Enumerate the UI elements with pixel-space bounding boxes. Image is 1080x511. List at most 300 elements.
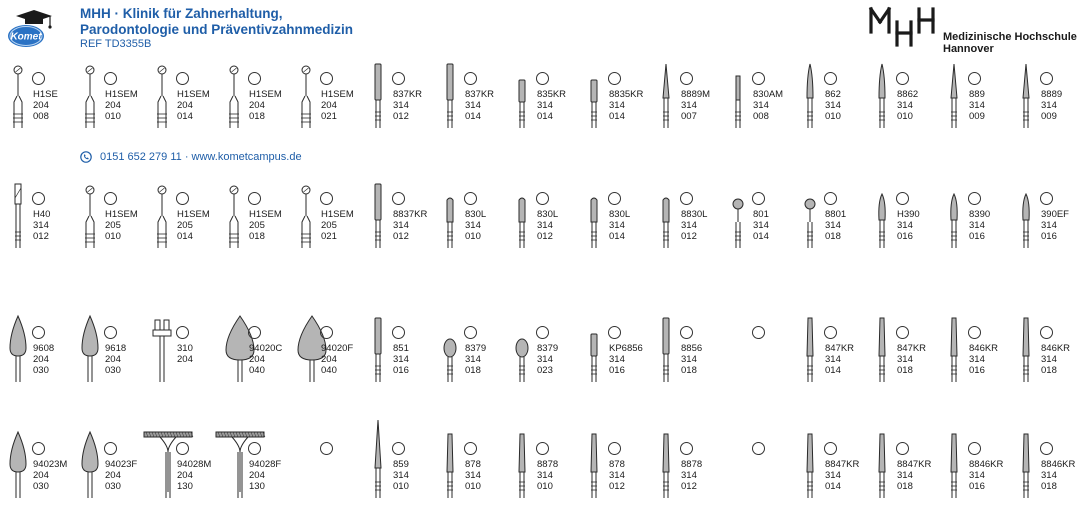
- bur-taper-icon: [798, 316, 822, 382]
- checkbox-circle[interactable]: [320, 192, 333, 205]
- instrument-size: 130: [177, 481, 193, 492]
- instrument-label: [321, 89, 354, 122]
- checkbox-circle[interactable]: [248, 442, 261, 455]
- instrument-shank: 314: [537, 220, 553, 231]
- instrument-label: [681, 459, 702, 492]
- checkbox-circle[interactable]: [248, 326, 261, 339]
- checkbox-circle[interactable]: [176, 442, 189, 455]
- bur-round-icon: [6, 62, 30, 128]
- instrument-shank: 314: [537, 354, 553, 365]
- checkbox-circle[interactable]: [1040, 192, 1053, 205]
- bur-cylinder-icon: [366, 62, 390, 128]
- instrument-cell: [220, 62, 292, 137]
- instrument-cell: [940, 432, 1012, 507]
- instrument-size: 010: [465, 481, 481, 492]
- bur-taper-icon: [798, 432, 822, 498]
- mhh-line-1: Medizinische Hochschule: [943, 31, 1077, 43]
- instrument-label: [249, 343, 282, 376]
- instrument-size: 009: [1041, 111, 1057, 122]
- bur-wide-flame-icon: [294, 316, 318, 382]
- bur-big-flame-icon: [6, 432, 30, 498]
- checkbox-circle[interactable]: [464, 192, 477, 205]
- instrument-label: [177, 89, 210, 122]
- checkbox-circle[interactable]: [248, 72, 261, 85]
- instrument-shank: 314: [1041, 470, 1057, 481]
- checkbox-circle[interactable]: [1040, 72, 1053, 85]
- bur-pear-icon: [654, 182, 678, 248]
- instrument-size: 010: [825, 111, 841, 122]
- instrument-shank: 314: [393, 470, 409, 481]
- instrument-shank: 314: [537, 100, 553, 111]
- instrument-shank: 314: [609, 354, 625, 365]
- checkbox-circle[interactable]: [248, 192, 261, 205]
- checkbox-circle[interactable]: [824, 442, 837, 455]
- instrument-label: [969, 343, 998, 376]
- reference-number: REF TD3355B: [80, 38, 152, 50]
- bur-taper-icon: [510, 432, 534, 498]
- instrument-cell: [4, 182, 76, 257]
- instrument-cell: [292, 182, 364, 257]
- instrument-cell: [148, 182, 220, 257]
- instrument-cell: [724, 432, 796, 507]
- instrument-cell: [220, 432, 292, 507]
- instrument-ref: 9608: [33, 343, 55, 354]
- instrument-label: [537, 209, 558, 242]
- instrument-size: 008: [753, 111, 769, 122]
- instrument-shank: 314: [465, 354, 481, 365]
- instrument-ref: 8856: [681, 343, 703, 354]
- checkbox-circle[interactable]: [824, 192, 837, 205]
- checkbox-circle[interactable]: [104, 72, 117, 85]
- instrument-size: 012: [393, 111, 409, 122]
- bur-taper-icon: [1014, 432, 1038, 498]
- instrument-ref: 837KR: [393, 89, 423, 100]
- instrument-label: [33, 343, 54, 376]
- instrument-shank: 205: [321, 220, 337, 231]
- instrument-size: 016: [969, 481, 985, 492]
- instrument-size: 016: [897, 231, 913, 242]
- instrument-cell: [508, 182, 580, 257]
- instrument-ref: 8830L: [681, 209, 708, 220]
- bur-taper-icon: [870, 316, 894, 382]
- checkbox-circle[interactable]: [752, 72, 765, 85]
- instrument-cell: [148, 432, 220, 507]
- instrument-cell: [796, 316, 868, 391]
- instrument-size: 009: [969, 111, 985, 122]
- checkbox-circle[interactable]: [536, 72, 549, 85]
- bur-round-icon: [150, 182, 174, 248]
- bur-taper-icon: [870, 432, 894, 498]
- instrument-ref: 889: [969, 89, 985, 100]
- instrument-cell: [940, 316, 1012, 391]
- bur-big-flame-icon: [78, 432, 102, 498]
- bur-taper-icon: [1014, 316, 1038, 382]
- instrument-size: 014: [753, 231, 769, 242]
- bur-needle-icon: [942, 62, 966, 128]
- instrument-label: [609, 89, 643, 122]
- checkbox-circle[interactable]: [320, 72, 333, 85]
- bur-egg-icon: [438, 316, 462, 382]
- checkbox-circle[interactable]: [1040, 326, 1053, 339]
- instrument-shank: 204: [33, 100, 49, 111]
- bur-taper-icon: [582, 432, 606, 498]
- instrument-cell: [796, 182, 868, 257]
- checkbox-circle[interactable]: [392, 192, 405, 205]
- instrument-ref: 8878: [681, 459, 703, 470]
- instrument-size: 014: [609, 231, 625, 242]
- instrument-shank: 204: [249, 100, 265, 111]
- instrument-label: [1041, 459, 1075, 492]
- instrument-label: [105, 209, 138, 242]
- instrument-shank: 314: [609, 220, 625, 231]
- instrument-cell: [580, 432, 652, 507]
- bur-egg-icon: [510, 316, 534, 382]
- mhh-line-2: Hannover: [943, 43, 994, 55]
- instrument-shank: 314: [969, 354, 985, 365]
- checkbox-circle[interactable]: [896, 72, 909, 85]
- instrument-label: [609, 209, 630, 242]
- instrument-size: 014: [465, 111, 481, 122]
- instrument-label: [105, 343, 126, 376]
- checkbox-circle[interactable]: [824, 72, 837, 85]
- instrument-size: 010: [105, 231, 121, 242]
- instrument-ref: 878: [465, 459, 481, 470]
- checkbox-circle[interactable]: [32, 192, 45, 205]
- instrument-label: [105, 459, 137, 492]
- checkbox-circle[interactable]: [32, 72, 45, 85]
- bur-flame-icon: [870, 62, 894, 128]
- instrument-cell: [940, 182, 1012, 257]
- instrument-label: [969, 459, 1003, 492]
- instrument-label: [753, 89, 783, 122]
- instrument-cell: [508, 62, 580, 137]
- checkbox-circle[interactable]: [680, 192, 693, 205]
- checkbox-circle[interactable]: [104, 442, 117, 455]
- instrument-label: [465, 89, 494, 122]
- instrument-size: 010: [465, 231, 481, 242]
- instrument-ref: 8390: [969, 209, 991, 220]
- checkbox-circle[interactable]: [32, 442, 45, 455]
- instrument-shank: 314: [465, 220, 481, 231]
- bur-pear-icon: [438, 182, 462, 248]
- instrument-ref: 8801: [825, 209, 847, 220]
- instrument-shank: 314: [393, 354, 409, 365]
- checkbox-circle[interactable]: [320, 442, 333, 455]
- instrument-cell: [724, 62, 796, 137]
- instrument-shank: 314: [969, 220, 985, 231]
- instrument-size: 010: [393, 481, 409, 492]
- bur-taper-icon: [942, 316, 966, 382]
- bur-fissure-icon: [6, 182, 30, 248]
- instrument-shank: 204: [33, 470, 49, 481]
- instrument-ref: 310: [177, 343, 193, 354]
- instrument-cell: [868, 316, 940, 391]
- checkbox-circle[interactable]: [680, 442, 693, 455]
- instrument-shank: 314: [465, 100, 481, 111]
- instrument-label: [33, 89, 58, 122]
- instrument-ref: 846KR: [1041, 343, 1071, 354]
- instrument-ref: H1SEM: [105, 209, 138, 220]
- instrument-label: [969, 89, 985, 122]
- checkbox-circle[interactable]: [464, 442, 477, 455]
- instrument-ref: H1SEM: [249, 89, 282, 100]
- instrument-ref: 390EF: [1041, 209, 1069, 220]
- instrument-shank: 314: [609, 100, 625, 111]
- instrument-ref: H1SE: [33, 89, 58, 100]
- instrument-size: 016: [1041, 231, 1057, 242]
- instrument-shank: 314: [537, 470, 553, 481]
- instrument-cell: [364, 62, 436, 137]
- checkbox-circle[interactable]: [608, 442, 621, 455]
- instrument-label: [249, 209, 282, 242]
- instrument-cell: [1012, 316, 1080, 391]
- instrument-size: 014: [609, 111, 625, 122]
- checkbox-circle[interactable]: [608, 326, 621, 339]
- instrument-ref: 878: [609, 459, 625, 470]
- bur-big-flame-icon: [6, 316, 30, 382]
- instrument-cell: [292, 316, 364, 391]
- instrument-cell: [940, 62, 1012, 137]
- checkbox-circle[interactable]: [968, 72, 981, 85]
- instrument-size: 010: [537, 481, 553, 492]
- instrument-shank: 314: [969, 470, 985, 481]
- bur-short-cylinder-icon: [510, 62, 534, 128]
- instrument-ref: 8846KR: [1041, 459, 1076, 470]
- instrument-label: [753, 209, 769, 242]
- instrument-ref: 94023F: [105, 459, 138, 470]
- bur-round-icon: [78, 62, 102, 128]
- instrument-ref: 94023M: [33, 459, 68, 470]
- instrument-size: 012: [393, 231, 409, 242]
- bur-torpedo-icon: [1014, 182, 1038, 248]
- instrument-shank: 314: [465, 470, 481, 481]
- instrument-size: 021: [321, 111, 337, 122]
- instrument-shank: 204: [177, 470, 193, 481]
- checkbox-circle[interactable]: [536, 442, 549, 455]
- checkbox-circle[interactable]: [536, 192, 549, 205]
- instrument-shank: 314: [897, 470, 913, 481]
- bur-round-icon: [294, 62, 318, 128]
- bur-taper-icon: [654, 432, 678, 498]
- instrument-size: 008: [33, 111, 49, 122]
- instrument-size: 012: [33, 231, 49, 242]
- instrument-cell: [364, 316, 436, 391]
- instrument-label: [897, 209, 920, 242]
- instrument-shank: 204: [177, 100, 193, 111]
- checkbox-circle[interactable]: [392, 326, 405, 339]
- instrument-cell: [436, 316, 508, 391]
- instrument-size: 016: [393, 365, 409, 376]
- checkbox-circle[interactable]: [968, 192, 981, 205]
- checkbox-circle[interactable]: [104, 326, 117, 339]
- instrument-cell: [508, 432, 580, 507]
- instrument-ref: 862: [825, 89, 841, 100]
- instrument-size: 014: [177, 111, 193, 122]
- instrument-ref: H1SEM: [321, 89, 354, 100]
- instrument-ref: 830AM: [753, 89, 784, 100]
- instrument-cell: [580, 62, 652, 137]
- instrument-size: 023: [537, 365, 553, 376]
- instrument-ref: H1SEM: [177, 209, 210, 220]
- instrument-cell: [652, 62, 724, 137]
- instrument-ref: H390: [897, 209, 920, 220]
- checkbox-circle[interactable]: [1040, 442, 1053, 455]
- instrument-size: 018: [249, 111, 265, 122]
- checkbox-circle[interactable]: [176, 192, 189, 205]
- bur-ball-icon: [726, 182, 750, 248]
- instrument-cell: [76, 432, 148, 507]
- checkbox-circle[interactable]: [392, 72, 405, 85]
- instrument-ref: 8837KR: [393, 209, 428, 220]
- instrument-shank: 314: [33, 220, 49, 231]
- instrument-ref: 8862: [897, 89, 919, 100]
- checkbox-circle[interactable]: [968, 442, 981, 455]
- bur-round-icon: [222, 62, 246, 128]
- checkbox-circle[interactable]: [752, 192, 765, 205]
- instrument-cell: [436, 432, 508, 507]
- instrument-size: 018: [1041, 365, 1057, 376]
- instrument-shank: 314: [825, 354, 841, 365]
- instrument-cell: [364, 182, 436, 257]
- instrument-label: [465, 343, 486, 376]
- instrument-shank: 314: [825, 470, 841, 481]
- instrument-cell: [220, 182, 292, 257]
- instrument-ref: 830L: [537, 209, 559, 220]
- instrument-size: 021: [321, 231, 337, 242]
- instrument-size: 018: [465, 365, 481, 376]
- instrument-cell: [796, 62, 868, 137]
- instrument-size: 014: [825, 481, 841, 492]
- instrument-cell: [436, 182, 508, 257]
- instrument-size: 012: [681, 481, 697, 492]
- instrument-ref: 830L: [465, 209, 487, 220]
- checkbox-circle[interactable]: [464, 72, 477, 85]
- instrument-shank: 314: [753, 100, 769, 111]
- checkbox-circle[interactable]: [896, 326, 909, 339]
- instrument-ref: 8889M: [681, 89, 711, 100]
- checkbox-circle[interactable]: [176, 326, 189, 339]
- bur-cylinder-icon: [366, 182, 390, 248]
- checkbox-circle[interactable]: [104, 192, 117, 205]
- instrument-size: 040: [249, 365, 265, 376]
- instrument-label: [1041, 89, 1062, 122]
- bur-round-icon: [222, 182, 246, 248]
- checkbox-circle[interactable]: [392, 442, 405, 455]
- instrument-ref: 8889: [1041, 89, 1063, 100]
- instrument-ref: KP6856: [609, 343, 643, 354]
- checkbox-circle[interactable]: [752, 442, 765, 455]
- checkbox-circle[interactable]: [608, 192, 621, 205]
- instrument-label: [537, 89, 566, 122]
- instrument-cell: [364, 432, 436, 507]
- instrument-ref: H1SEM: [321, 209, 354, 220]
- checkbox-circle[interactable]: [32, 326, 45, 339]
- instrument-shank: 204: [33, 354, 49, 365]
- checkbox-circle[interactable]: [824, 326, 837, 339]
- checkbox-circle[interactable]: [536, 326, 549, 339]
- checkbox-circle[interactable]: [896, 442, 909, 455]
- checkbox-circle[interactable]: [464, 326, 477, 339]
- instrument-ref: 8847KR: [897, 459, 932, 470]
- title-line-2: Parodontologie und Präventivzahnmedizin: [80, 22, 354, 37]
- title-line-1: MHH · Klinik für Zahnerhaltung,: [80, 6, 283, 21]
- instrument-size: 014: [825, 365, 841, 376]
- instrument-ref: 94020F: [321, 343, 354, 354]
- instrument-ref: 8878: [537, 459, 559, 470]
- instrument-shank: 205: [105, 220, 121, 231]
- checkbox-circle[interactable]: [320, 326, 333, 339]
- instrument-size: 018: [897, 365, 913, 376]
- instrument-cell: [76, 62, 148, 137]
- instrument-ref: 8847KR: [825, 459, 860, 470]
- instrument-label: [897, 343, 926, 376]
- instrument-label: [537, 343, 558, 376]
- instrument-shank: 204: [177, 354, 193, 365]
- instrument-cell: [796, 432, 868, 507]
- instrument-cell: [220, 316, 292, 391]
- instrument-ref: 846KR: [969, 343, 999, 354]
- instrument-ref: 8379: [465, 343, 487, 354]
- instrument-size: 012: [681, 231, 697, 242]
- bur-torpedo-icon: [870, 182, 894, 248]
- instrument-shank: 314: [681, 220, 697, 231]
- checkbox-circle[interactable]: [680, 72, 693, 85]
- checkbox-circle[interactable]: [896, 192, 909, 205]
- instrument-ref: 94028M: [177, 459, 212, 470]
- checkbox-circle[interactable]: [968, 326, 981, 339]
- instrument-ref: 9618: [105, 343, 127, 354]
- instrument-size: 018: [897, 481, 913, 492]
- instrument-shank: 204: [105, 354, 121, 365]
- instrument-shank: 204: [249, 470, 265, 481]
- instrument-size: 130: [249, 481, 265, 492]
- instrument-label: [681, 89, 710, 122]
- checkbox-circle[interactable]: [752, 326, 765, 339]
- instrument-shank: 204: [321, 100, 337, 111]
- instrument-size: 018: [681, 365, 697, 376]
- instrument-label: [33, 209, 50, 242]
- instrument-shank: 204: [321, 354, 337, 365]
- instrument-cell: [580, 182, 652, 257]
- instrument-label: [825, 89, 841, 122]
- instrument-size: 016: [969, 231, 985, 242]
- checkbox-circle[interactable]: [176, 72, 189, 85]
- instrument-label: [825, 343, 854, 376]
- instrument-label: [609, 343, 643, 376]
- instrument-ref: 837KR: [465, 89, 495, 100]
- instrument-label: [177, 343, 193, 376]
- instrument-shank: 314: [969, 100, 985, 111]
- bur-taper-icon: [438, 432, 462, 498]
- instrument-cell: [652, 182, 724, 257]
- instrument-ref: 801: [753, 209, 769, 220]
- instrument-cell: [652, 432, 724, 507]
- checkbox-circle[interactable]: [680, 326, 693, 339]
- checkbox-circle[interactable]: [608, 72, 621, 85]
- instrument-cell: [1012, 432, 1080, 507]
- instrument-cell: [508, 316, 580, 391]
- bur-thin-icon: [726, 62, 750, 128]
- instrument-cell: [724, 316, 796, 391]
- instrument-label: [393, 343, 409, 376]
- instrument-ref: 8846KR: [969, 459, 1004, 470]
- instrument-shank: 314: [1041, 354, 1057, 365]
- instrument-label: [177, 209, 210, 242]
- instrument-cell: [4, 316, 76, 391]
- instrument-label: [393, 89, 422, 122]
- contact-text: 0151 652 279 11 · www.kometcampus.de: [100, 151, 302, 163]
- instrument-size: 016: [609, 365, 625, 376]
